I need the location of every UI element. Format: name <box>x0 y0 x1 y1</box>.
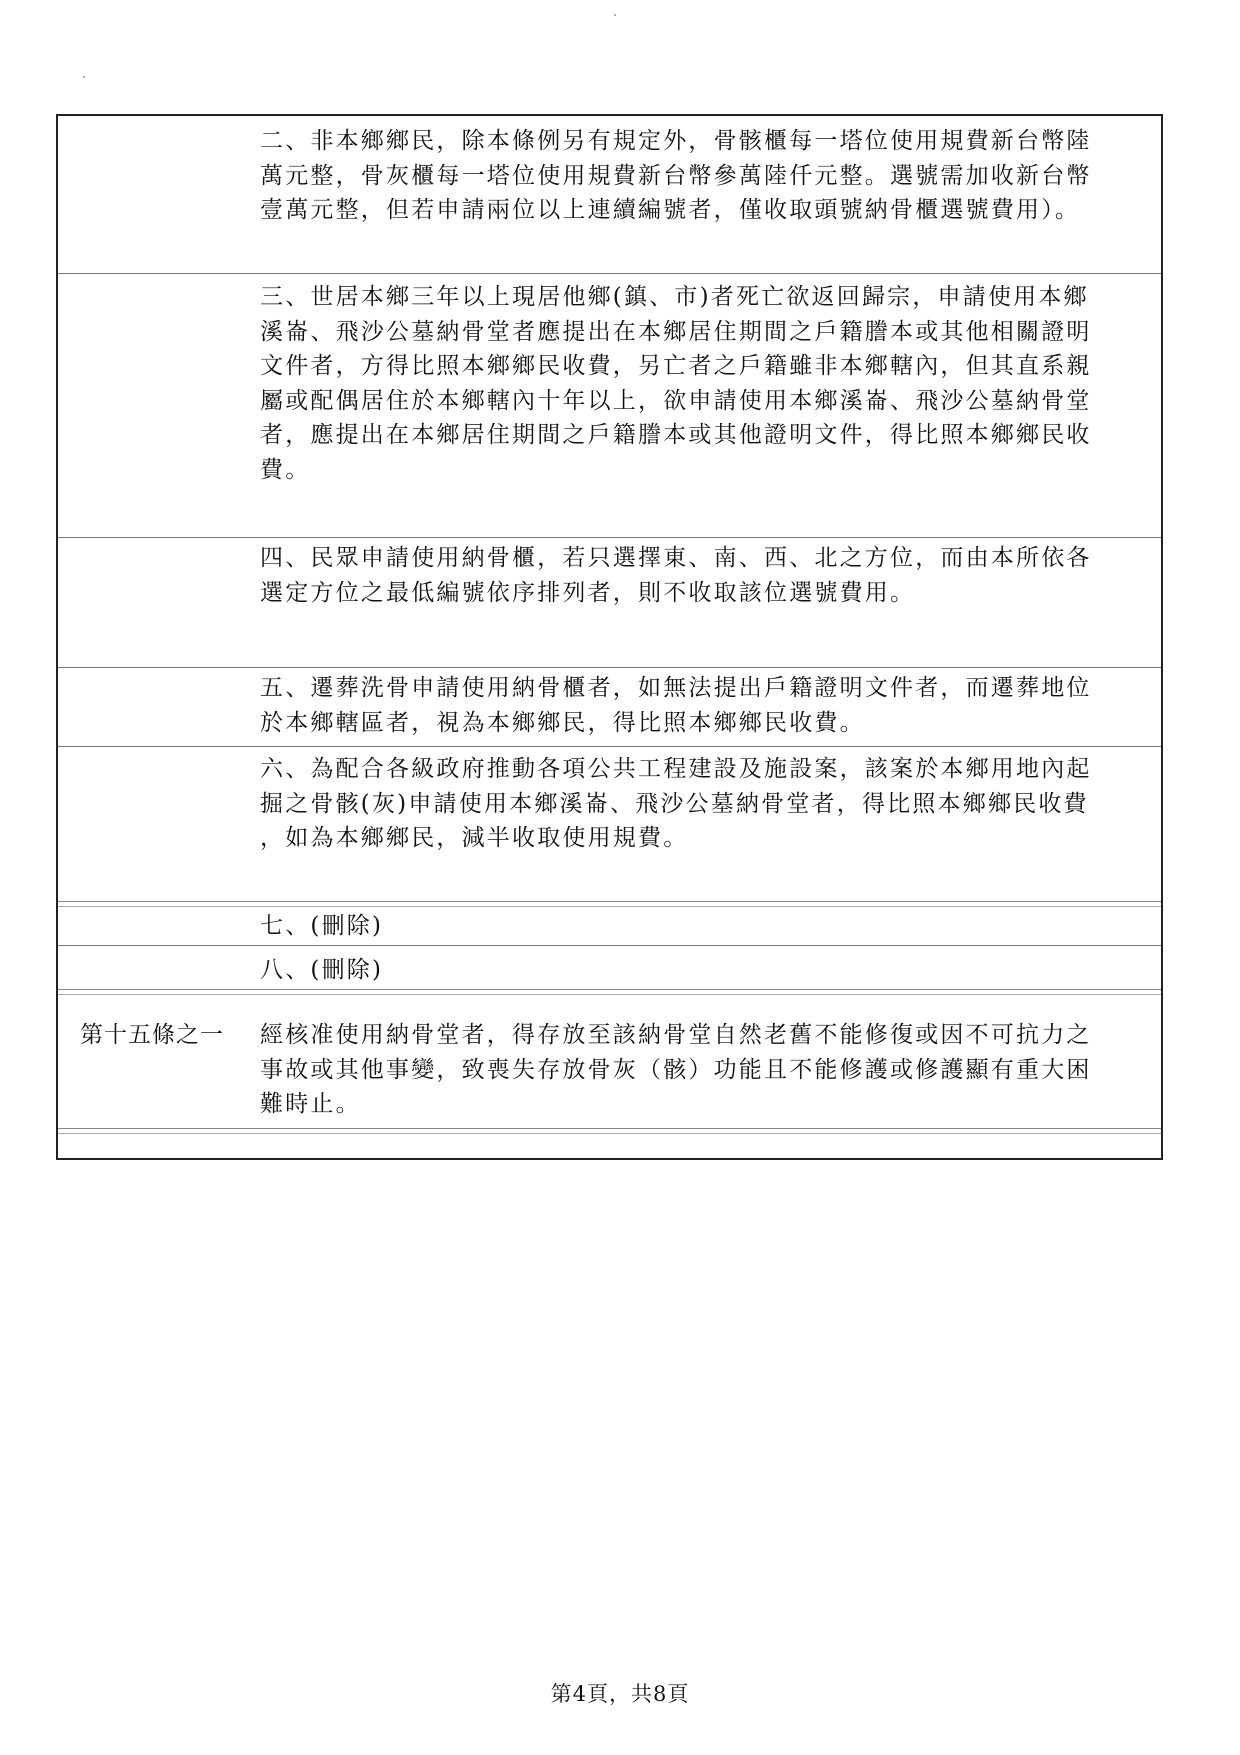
clause-3 <box>260 280 1142 487</box>
clause-line: 四、民眾申請使用納骨櫃，若只選擇東、南、西、北之方位，而由本所依各 <box>260 545 1092 571</box>
clause-7 <box>260 909 1142 944</box>
row-divider <box>58 901 1161 902</box>
clause-line: 費。 <box>260 456 311 483</box>
clause-5 <box>260 671 1142 740</box>
clause-line: 者，應提出在本鄉居住期間之戶籍謄本或其他證明文件，得比照本鄉鄉民收 <box>260 422 1092 448</box>
row-divider <box>58 746 1161 747</box>
article-label: 第十五條之一 <box>80 1022 224 1048</box>
clause-line: 事故或其他事變，致喪失存放骨灰（骸）功能且不能修護或修護顯有重大困 <box>260 1056 1092 1083</box>
clause-2 <box>260 124 1142 228</box>
clause-line: ，如為本鄉鄉民，減半收取使用規費。 <box>260 825 689 851</box>
clause-line: 萬元整，骨灰櫃每一塔位使用規費新台幣參萬陸仟元整。選號需加收新台幣 <box>260 162 1092 189</box>
clause-line: 經核准使用納骨堂者，得存放至該納骨堂自然老舊不能修復或因不可抗力之 <box>260 1022 1092 1048</box>
clause-line: 六、為配合各級政府推動各項公共工程建設及施設案，該案於本鄉用地內起 <box>260 756 1092 782</box>
clause-line: 三、世居本鄉三年以上現居他鄉(鎮、市)者死亡欲返回歸宗，申請使用本鄉 <box>260 284 1089 310</box>
row-divider <box>58 989 1161 990</box>
regulation-table <box>56 114 1163 1160</box>
clause-line: 屬或配偶居住於本鄉轄內十年以上，欲申請使用本鄉溪崙、飛沙公墓納骨堂 <box>260 387 1092 414</box>
clause-line: 文件者，方得比照本鄉鄉民收費，另亡者之戶籍雖非本鄉轄內，但其直系親 <box>260 353 1092 379</box>
clause-line: 壹萬元整，但若申請兩位以上連續編號者，僅收取頭號納骨櫃選號費用）。 <box>260 197 1081 223</box>
clause-line: 於本鄉轄區者，視為本鄉鄉民，得比照本鄉鄉民收費。 <box>260 709 865 736</box>
clause-line: 難時止。 <box>260 1091 361 1117</box>
clause-line: 二、非本鄉鄉民，除本條例另有規定外，骨骸櫃每一塔位使用規費新台幣陸 <box>260 128 1092 154</box>
scan-speck <box>614 14 616 16</box>
page-number: 第4頁，共8頁 <box>550 1682 690 1706</box>
row-divider <box>58 1128 1161 1129</box>
article-15-1-text <box>260 1018 1142 1122</box>
clause-line: 七、(刪除) <box>260 913 384 939</box>
row-divider <box>58 273 1161 274</box>
clause-line: 八、(刪除) <box>260 957 384 983</box>
clause-8 <box>260 953 1142 988</box>
clause-line: 選定方位之最低編號依序排列者，則不收取該位選號費用。 <box>260 579 916 606</box>
scan-speck <box>83 76 85 78</box>
clause-4 <box>260 541 1142 610</box>
clause-6 <box>260 752 1142 856</box>
clause-line: 五、遷葬洗骨申請使用納骨櫃者，如無法提出戶籍證明文件者，而遷葬地位 <box>260 675 1092 701</box>
clause-line: 掘之骨骸(灰)申請使用本鄉溪崙、飛沙公墓納骨堂者，得比照本鄉鄉民收費 <box>260 790 1089 817</box>
row-divider <box>58 667 1161 668</box>
clause-line: 溪崙、飛沙公墓納骨堂者應提出在本鄉居住期間之戶籍謄本或其他相關證明 <box>260 318 1092 345</box>
row-divider <box>58 945 1161 946</box>
row-divider <box>58 537 1161 538</box>
